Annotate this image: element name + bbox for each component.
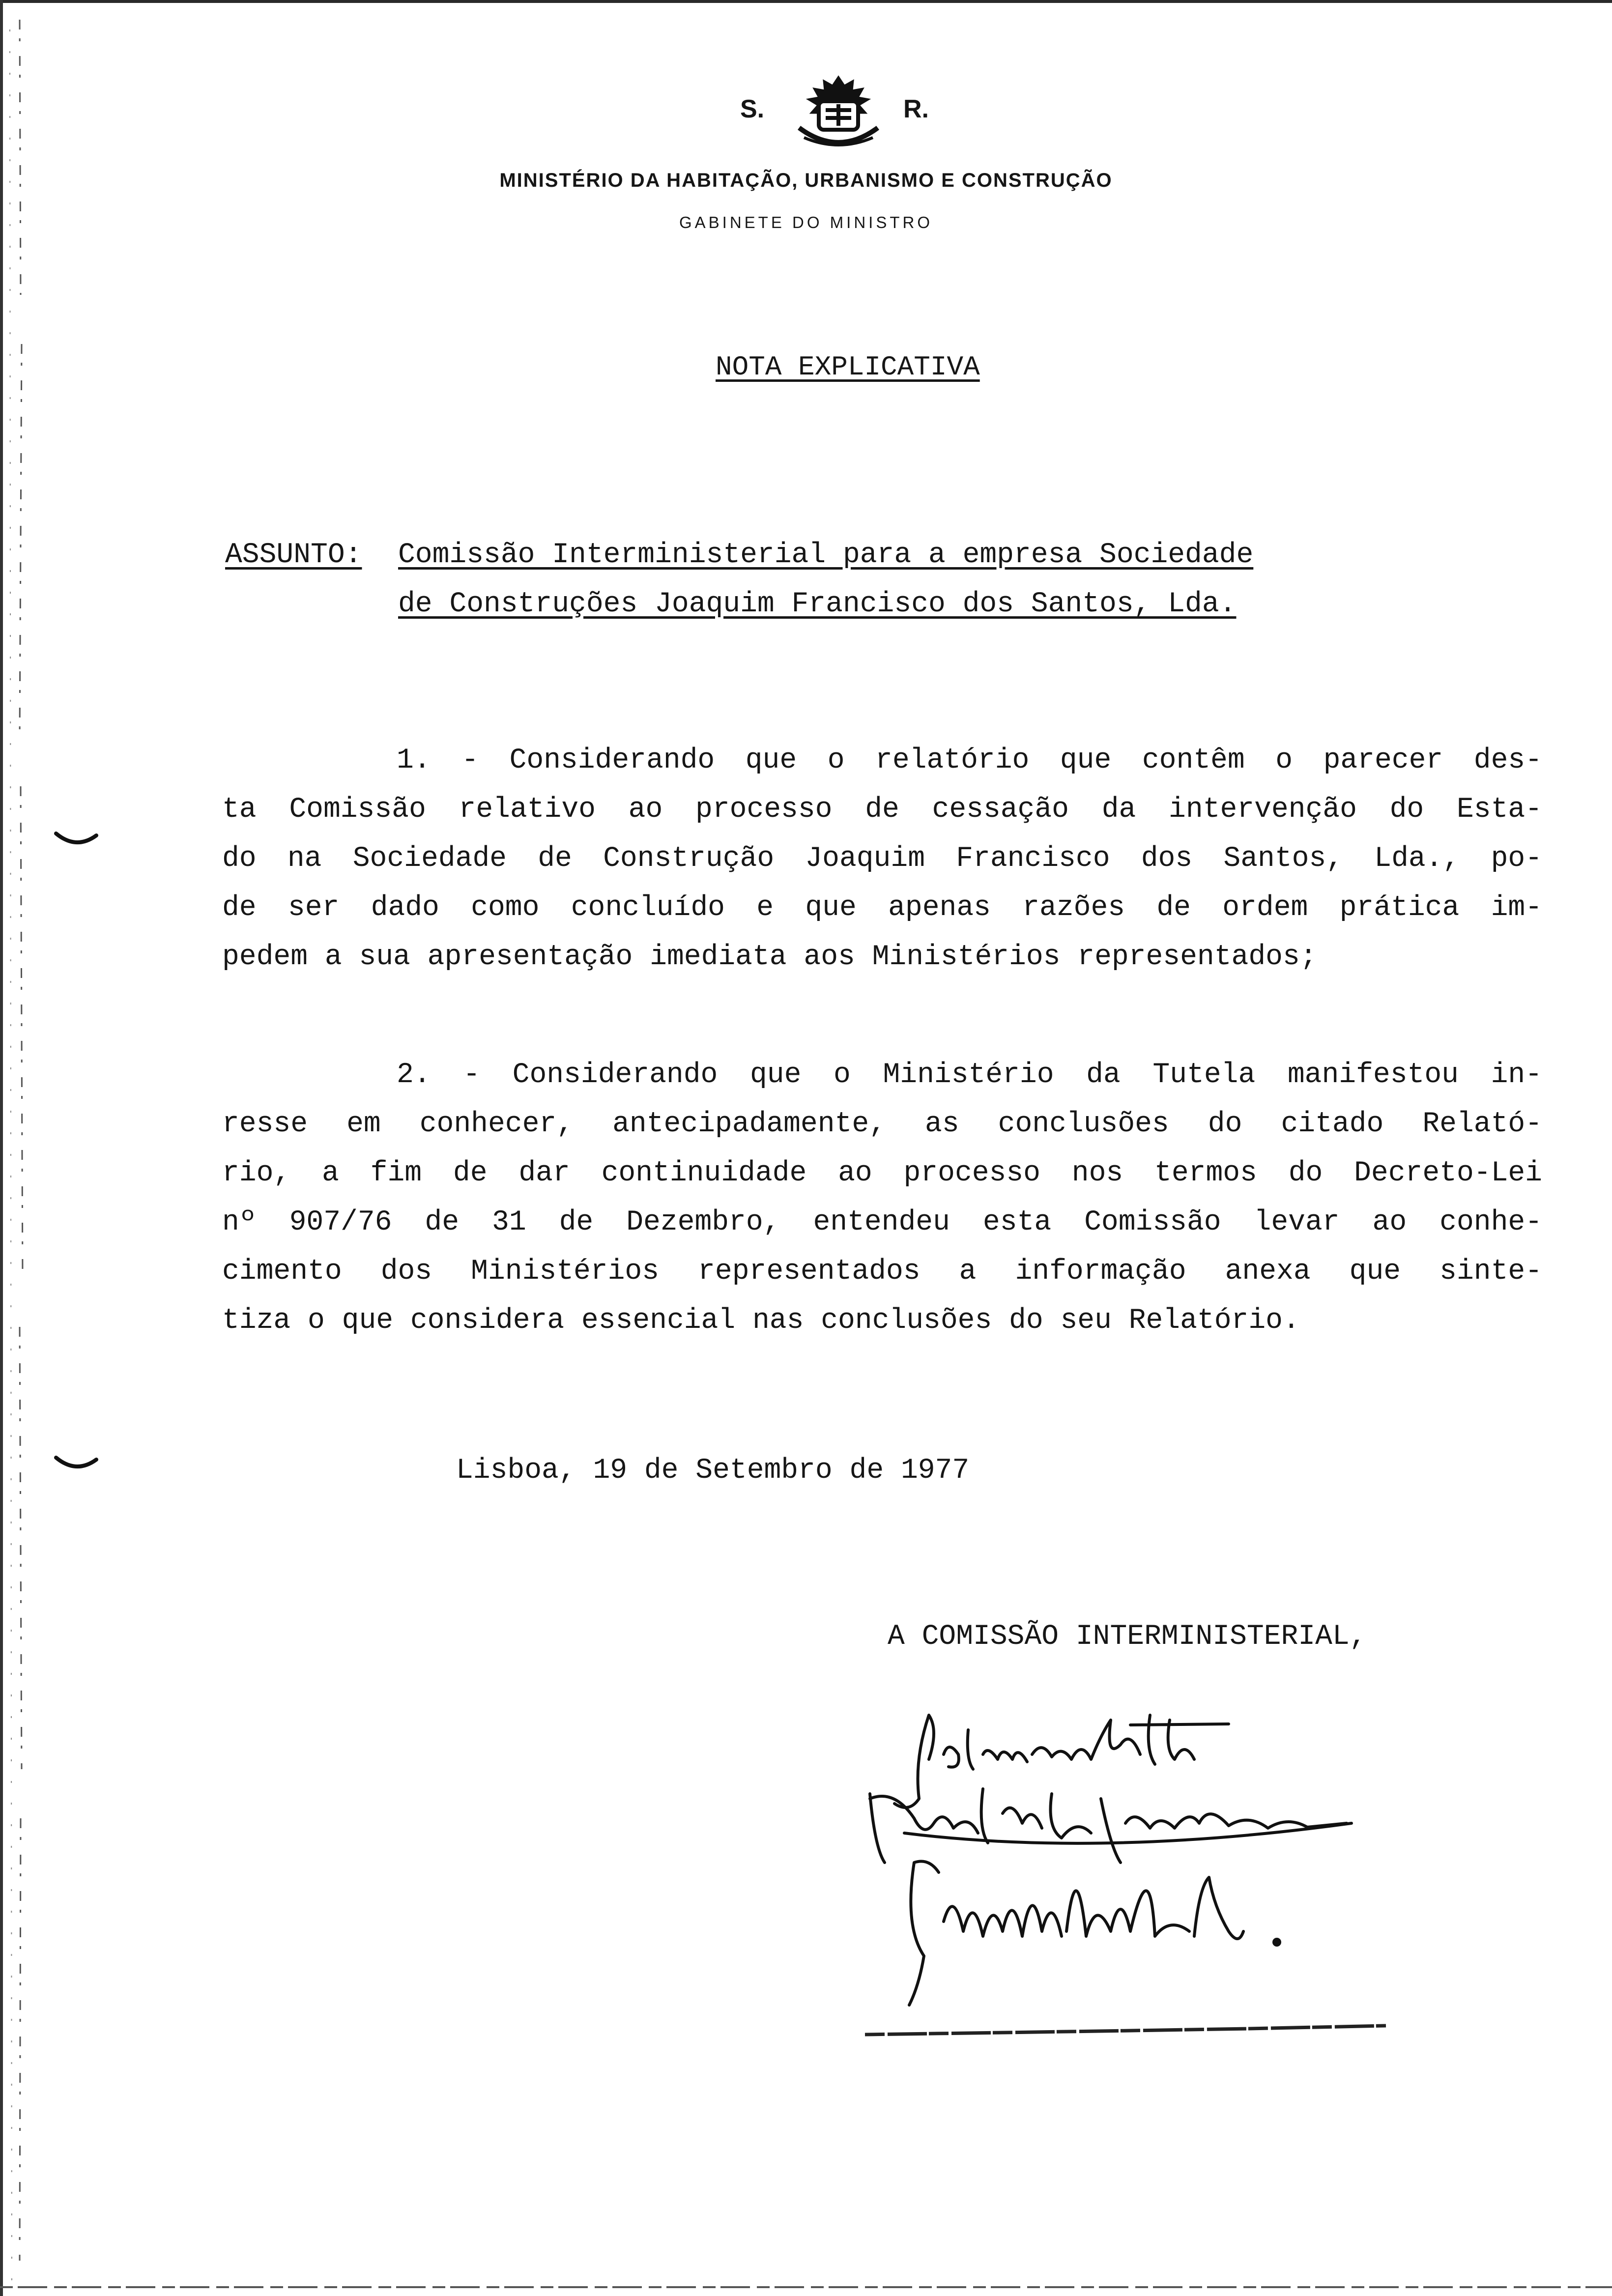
scan-top-edge	[0, 0, 1612, 3]
paragraph-line: nº 907/76 de 31 de Dezembro, entendeu esta Comissão levar ao conhe-	[222, 1206, 1542, 1238]
paragraph-line: do na Sociedade de Construção Joaquim Francisco dos Santos, Lda., po-	[222, 843, 1542, 875]
paragraph-line: pedem a sua apresentação imediata aos Ministérios representados;	[222, 941, 1317, 973]
paragraph-line: 1. - Considerando que o relatório que contêm o parecer des-	[397, 745, 1542, 776]
scan-bottom-edge	[0, 2282, 1612, 2292]
subject-label: ASSUNTO:	[225, 539, 362, 571]
ministry-name: MINISTÉRIO DA HABITAÇÃO, URBANISMO E CONSTRUÇÃO	[499, 170, 1113, 191]
subject-line: de Construções Joaquim Francisco dos Santos, Lda.	[398, 588, 1237, 620]
place-and-date: Lisboa, 19 de Setembro de 1977	[456, 1455, 970, 1487]
scan-left-edge	[0, 0, 30, 2296]
paragraph-line: tiza o que considera essencial nas conclusões do seu Relatório.	[222, 1305, 1300, 1337]
paragraph-line: rio, a fim de dar continuidade ao processo nos termos do Decreto-Lei	[222, 1157, 1542, 1189]
crest-left-letter: S.	[740, 95, 765, 123]
coat-of-arms-icon	[784, 74, 892, 152]
paragraph-line: ta Comissão relativo ao processo de cessação da intervenção do Esta-	[222, 794, 1542, 826]
document-title: NOTA EXPLICATIVA	[716, 351, 980, 383]
paragraph-line: de ser dado como concluído e que apenas razões de ordem prática im-	[222, 892, 1542, 924]
handwritten-signatures	[855, 1700, 1533, 2084]
punch-hole-mark	[54, 831, 98, 850]
punch-hole-mark	[54, 1455, 98, 1474]
paragraph-line: cimento dos Ministérios representados a informação anexa que sinte-	[222, 1256, 1542, 1288]
subject-line: Comissão Interministerial para a empresa Sociedade	[398, 539, 1254, 571]
letterhead-crest	[0, 74, 1612, 157]
signoff: A COMISSÃO INTERMINISTERIAL,	[888, 1621, 1367, 1653]
crest-right-letter: R.	[903, 95, 929, 123]
paragraph-line: 2. - Considerando que o Ministério da Tutela manifestou in-	[397, 1059, 1542, 1091]
cabinet-name: GABINETE DO MINISTRO	[679, 213, 933, 231]
paragraph-line: resse em conhecer, antecipadamente, as conclusões do citado Relató-	[222, 1108, 1542, 1140]
